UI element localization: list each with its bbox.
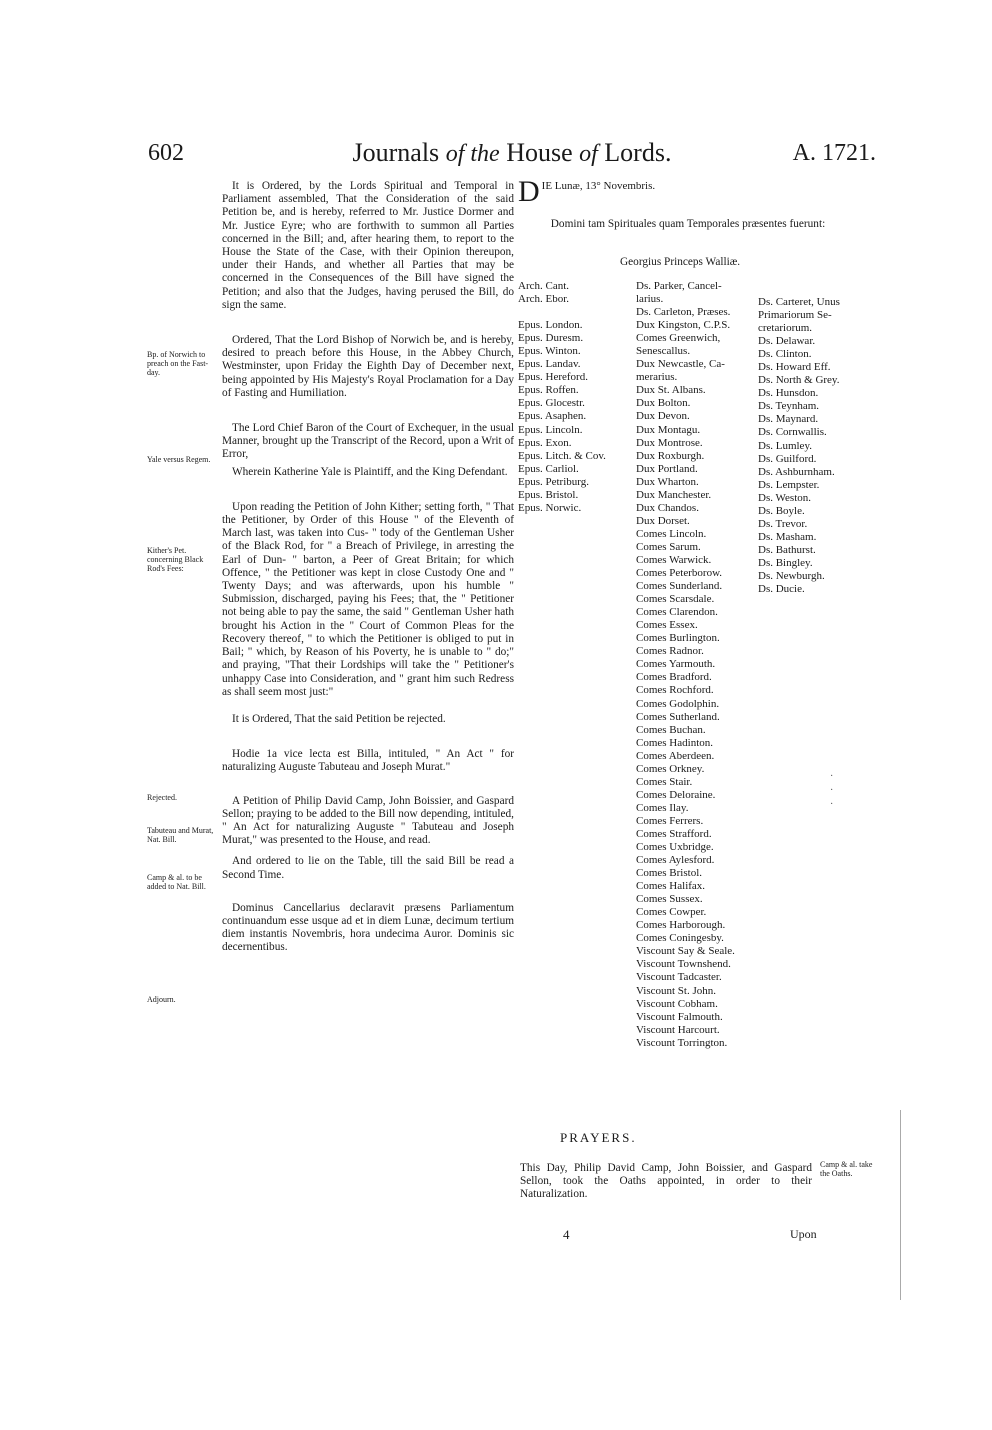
bishop-entry: Epus. London. bbox=[518, 319, 583, 332]
date-line: IE Lunæ, 13° Novembris. bbox=[541, 180, 656, 192]
baron-entry: Ds. North & Grey. bbox=[758, 374, 840, 387]
lord-entry: Comes Aylesford. bbox=[636, 854, 715, 867]
left-column bbox=[222, 180, 514, 965]
running-title bbox=[148, 138, 876, 168]
baron-entry: Ds. Cornwallis. bbox=[758, 426, 827, 439]
present-line: Domini tam Spirituales quam Temporales præsentes fuerunt: bbox=[550, 218, 826, 230]
header-year: A. 1721. bbox=[792, 140, 876, 166]
lord-entry: Viscount Say & Seale. bbox=[636, 945, 735, 958]
lord-entry: Dux Montagu. bbox=[636, 423, 701, 436]
lord-entry: Dux St. Albans. bbox=[636, 384, 706, 397]
lord-entry: Comes Strafford. bbox=[636, 827, 712, 840]
title-word: of the bbox=[445, 141, 500, 167]
paragraph-adjourn: Dominus Cancellarius declaravit præsens Parliamentum continuandum esse usque ad et in diem Lunæ, decimum tertium diem instantis Novembris, hora undecima Auror. Dominis sic decernentibus. bbox=[222, 901, 514, 954]
bishop-entry: Epus. Roffen. bbox=[518, 384, 579, 397]
lord-entry: Dux Newcastle, Ca- bbox=[636, 358, 725, 371]
baron-entry: Ds. Bathurst. bbox=[758, 543, 816, 556]
lord-entry: Comes Yarmouth. bbox=[636, 658, 716, 671]
lord-entry: Comes Scarsdale. bbox=[636, 593, 715, 606]
lord-entry: Dux Bolton. bbox=[636, 397, 691, 410]
lord-entry: Dux Roxburgh. bbox=[636, 449, 705, 462]
page-header bbox=[148, 140, 876, 172]
title-word: Lords. bbox=[604, 138, 672, 167]
bishop-entry: Epus. Carliol. bbox=[518, 462, 579, 475]
lord-entry: Dux Kingston, C.P.S. bbox=[636, 319, 731, 332]
baron-entry: Ds. Lempster. bbox=[758, 478, 820, 491]
lord-entry: Comes Ilay. bbox=[636, 801, 689, 814]
lord-entry: Comes Greenwich, bbox=[636, 332, 721, 345]
lord-entry: Comes Rochford. bbox=[636, 684, 714, 697]
bishop-entry: Epus. Landav. bbox=[518, 358, 581, 371]
lord-entry: Comes Warwick. bbox=[636, 553, 712, 566]
lord-entry: Viscount Tadcaster. bbox=[636, 971, 722, 984]
lord-entry: Ds. Carleton, Præses. bbox=[636, 306, 731, 319]
baron-entry: Ds. Hunsdon. bbox=[758, 387, 819, 400]
lord-entry: Comes Aberdeen. bbox=[636, 749, 715, 762]
lord-entry: Dux Chandos. bbox=[636, 501, 699, 514]
paragraph-ordered-lie: And ordered to lie on the Table, till the said Bill be read a Second Time. bbox=[222, 855, 514, 881]
lord-entry: Viscount Harcourt. bbox=[636, 1023, 720, 1036]
lord-entry: Comes Sussex. bbox=[636, 893, 703, 906]
baron-entry: Ds. Guilford. bbox=[758, 452, 817, 465]
margin-note: Kither's Pet. concerning Black Rod's Fees: bbox=[147, 546, 204, 573]
paragraph-yale: Wherein Katherine Yale is Plaintiff, and the King Defendant. bbox=[232, 465, 508, 478]
lord-entry: Comes Hadinton. bbox=[636, 736, 713, 749]
baron-entry: Ds. Carteret, Unus bbox=[758, 296, 840, 308]
title-word: Journals bbox=[352, 138, 440, 167]
bishop-entry: Epus. Exon. bbox=[518, 436, 572, 449]
bishop-entry: Arch. Ebor. bbox=[518, 293, 570, 306]
lord-entry: merarius. bbox=[636, 371, 678, 384]
lord-entry: Comes Orkney. bbox=[636, 762, 705, 775]
lord-entry: Comes Sutherland. bbox=[636, 710, 720, 723]
lord-entry: Dux Montrose. bbox=[636, 436, 703, 449]
lord-entry: Comes Peterborow. bbox=[636, 567, 723, 580]
decorative-dots: · · · bbox=[830, 771, 834, 810]
lord-entry: Comes Halifax. bbox=[636, 880, 706, 893]
bishop-entry: Epus. Norwic. bbox=[518, 501, 582, 514]
title-word: House bbox=[506, 138, 573, 167]
sitting-date bbox=[518, 175, 878, 208]
paragraph-referral: It is Ordered, by the Lords Spiritual and Temporal in Parliament assembled, That the Consideration of the said Petition be, and is hereby, referred to Mr. Justice Dormer and Mr. Justice Eyre; who are forthwith to summon all Parties concerned in the Bill; and, after hearing them, to report to the House the State of the Case, with their Opinion thereupon, under their Hands, and whether all Parties that may be concerned in the Consequences of the Bill have signed the Petition; and also that the Judges, having perused the Bill, do sign the same. bbox=[222, 180, 514, 311]
baron-entry: Ds. Lumley. bbox=[758, 439, 812, 452]
drop-cap: D bbox=[518, 175, 540, 208]
bishop-entry: Epus. Lincoln. bbox=[518, 423, 583, 436]
lord-entry: Senescallus. bbox=[636, 345, 691, 358]
lord-entry: Comes Harborough. bbox=[636, 919, 726, 932]
baron-entry: Ds. Ashburnham. bbox=[758, 465, 835, 478]
lord-entry: Viscount Falmouth. bbox=[636, 1010, 723, 1023]
bishop-entry: Epus. Bristol. bbox=[518, 488, 579, 501]
title-word: of bbox=[579, 141, 598, 167]
lord-entry: Viscount Cobham. bbox=[636, 997, 718, 1010]
baron-entry: Ds. Clinton. bbox=[758, 348, 812, 361]
bishop-entry: Epus. Winton. bbox=[518, 345, 581, 358]
lord-entry: Comes Burlington. bbox=[636, 632, 720, 645]
baron-entry: Ds. Newburgh. bbox=[758, 569, 825, 582]
bishop-entry: Epus. Petriburg. bbox=[518, 475, 589, 488]
lord-entry: Comes Ferrers. bbox=[636, 814, 704, 827]
lord-entry: Comes Clarendon. bbox=[636, 606, 718, 619]
lord-entry: Dux Devon. bbox=[636, 410, 690, 423]
bishops-list bbox=[518, 280, 606, 515]
baron-entry: Primariorum Se- bbox=[758, 309, 832, 322]
barons-list bbox=[758, 296, 840, 596]
bishop-entry: Epus. Glocestr. bbox=[518, 397, 585, 410]
lord-entry: Viscount St. John. bbox=[636, 984, 717, 997]
lords-list bbox=[636, 280, 735, 1050]
prince-line: Georgius Princeps Walliæ. bbox=[620, 256, 741, 268]
baron-entry: Ds. Howard Eff. bbox=[758, 361, 831, 374]
lord-entry: Viscount Torrington. bbox=[636, 1036, 728, 1049]
lord-entry: Comes Stair. bbox=[636, 775, 693, 788]
lord-entry: Comes Bradford. bbox=[636, 671, 712, 684]
lord-entry: Dux Manchester. bbox=[636, 488, 712, 501]
lord-entry: Comes Sunderland. bbox=[636, 580, 723, 593]
margin-rule bbox=[900, 1110, 901, 1300]
paragraph-kither-petition: Upon reading the Petition of John Kither; setting forth, " That the Petitioner, by Order of this House " of the Eleventh of March last, was taken into Cus- " tody of the Gentleman Usher of the Black Rod, for " a Breach of Privilege, in arresting the Earl of Dun- " barton, a Peer of Great Britain; for which Offence, " the Petitioner was kept in close Custody One and " Twenty Days; and was afterwards, upon his humble " Submission, discharged, paying his Fees; that, the " Petitioner not being able to pay the same, the said " Gentleman Usher hath brought his Action in the " Court of Common Pleas for the Recovery thereof, " to which the Petitioner is obliged to put in Bail; " which, by Reason of his Poverty, he is unable to " do;" and praying, "That their Lordships will take the " Petitioner's unhappy Case into Consideration, and " grant him such Redress as shall seem most just:" bbox=[222, 500, 514, 698]
paragraph-rejected: It is Ordered, That the said Petition be rejected. bbox=[232, 712, 446, 725]
lord-entry: Comes Sarum. bbox=[636, 540, 701, 553]
bishop-entry: Epus. Asaphen. bbox=[518, 410, 587, 423]
bishop-entry bbox=[518, 306, 606, 319]
lord-entry: Comes Bristol. bbox=[636, 867, 703, 880]
margin-note: Bp. of Norwich to preach on the Fast-day. bbox=[147, 350, 209, 377]
bishop-entry: Epus. Duresm. bbox=[518, 332, 584, 345]
lord-entry: Comes Lincoln. bbox=[636, 527, 707, 540]
prayers-heading: PRAYERS. bbox=[560, 1130, 637, 1145]
margin-note: Camp & al. to be added to Nat. Bill. bbox=[147, 873, 206, 891]
baron-entry: Ds. Masham. bbox=[758, 530, 817, 543]
lord-entry: Comes Deloraine. bbox=[636, 788, 716, 801]
lord-entry: Comes Essex. bbox=[636, 619, 698, 632]
prayers-text: This Day, Philip David Camp, John Boissier, and Gaspard Sellon, took the Oaths appointed, in order to their Naturalization. bbox=[520, 1162, 812, 1201]
lord-entry: Dux Dorset. bbox=[636, 514, 690, 527]
margin-note: Tabuteau and Murat, Nat. Bill. bbox=[147, 826, 214, 844]
lord-entry: Dux Portland. bbox=[636, 462, 698, 475]
lord-entry: larius. bbox=[636, 293, 664, 306]
lord-entry: Comes Buchan. bbox=[636, 723, 706, 736]
lord-entry: Viscount Townshend. bbox=[636, 958, 731, 971]
baron-entry: cretariorum. bbox=[758, 322, 813, 335]
lord-entry: Comes Radnor. bbox=[636, 645, 704, 658]
baron-entry: Ds. Bingley. bbox=[758, 556, 813, 569]
bishop-entry: Epus. Litch. & Cov. bbox=[518, 449, 606, 462]
baron-entry: Ds. Ducie. bbox=[758, 583, 805, 596]
baron-entry: Ds. Maynard. bbox=[758, 413, 819, 426]
baron-entry: Ds. Weston. bbox=[758, 491, 811, 504]
page-number: 602 bbox=[148, 140, 184, 166]
lord-entry: Comes Uxbridge. bbox=[636, 841, 714, 854]
baron-entry: Ds. Trevor. bbox=[758, 517, 808, 530]
paragraph-writ-of-error: The Lord Chief Baron of the Court of Exchequer, in the usual Manner, brought up the Transcript of the Record, upon a Writ of Error, bbox=[222, 422, 514, 461]
margin-note: Camp & al. take the Oaths. bbox=[820, 1160, 873, 1178]
lord-entry: Ds. Parker, Cancel- bbox=[636, 280, 722, 292]
margin-note: Yale versus Regem. bbox=[147, 455, 211, 464]
margin-note: Adjourn. bbox=[147, 995, 176, 1004]
paragraph-bill-reading: Hodie 1a vice lecta est Billa, intituled, " An Act " for naturalizing Auguste Tabuteau and Joseph Murat." bbox=[222, 748, 514, 774]
lord-entry: Comes Coningesby. bbox=[636, 932, 724, 945]
lord-entry: Comes Godolphin. bbox=[636, 697, 720, 710]
baron-entry: Ds. Delawar. bbox=[758, 335, 816, 348]
lord-entry: Comes Cowper. bbox=[636, 906, 707, 919]
catchword: Upon bbox=[790, 1227, 817, 1241]
paragraph-fast-day: Ordered, That the Lord Bishop of Norwich be, and is hereby, desired to preach before this House, in the Abbey Church, Westminster, upon Friday the Eighth Day of December next, being appointed by His Majesty's Royal Proclamation for a Day of Fasting and Humiliation. bbox=[222, 334, 514, 399]
signature-mark: 4 bbox=[563, 1227, 570, 1242]
baron-entry: Ds. Teynham. bbox=[758, 400, 820, 413]
margin-note: Rejected. bbox=[147, 793, 177, 802]
bishop-entry: Epus. Hereford. bbox=[518, 371, 588, 384]
paragraph-camp-petition: A Petition of Philip David Camp, John Boissier, and Gaspard Sellon; praying to be added to the Bill now depending, intituled, " An Act for naturalizing Auguste " Tabuteau and Joseph Murat," was presented to the House, and read. bbox=[222, 794, 514, 847]
bishop-entry: Arch. Cant. bbox=[518, 280, 570, 292]
lord-entry: Dux Wharton. bbox=[636, 475, 699, 488]
baron-entry: Ds. Boyle. bbox=[758, 504, 805, 517]
